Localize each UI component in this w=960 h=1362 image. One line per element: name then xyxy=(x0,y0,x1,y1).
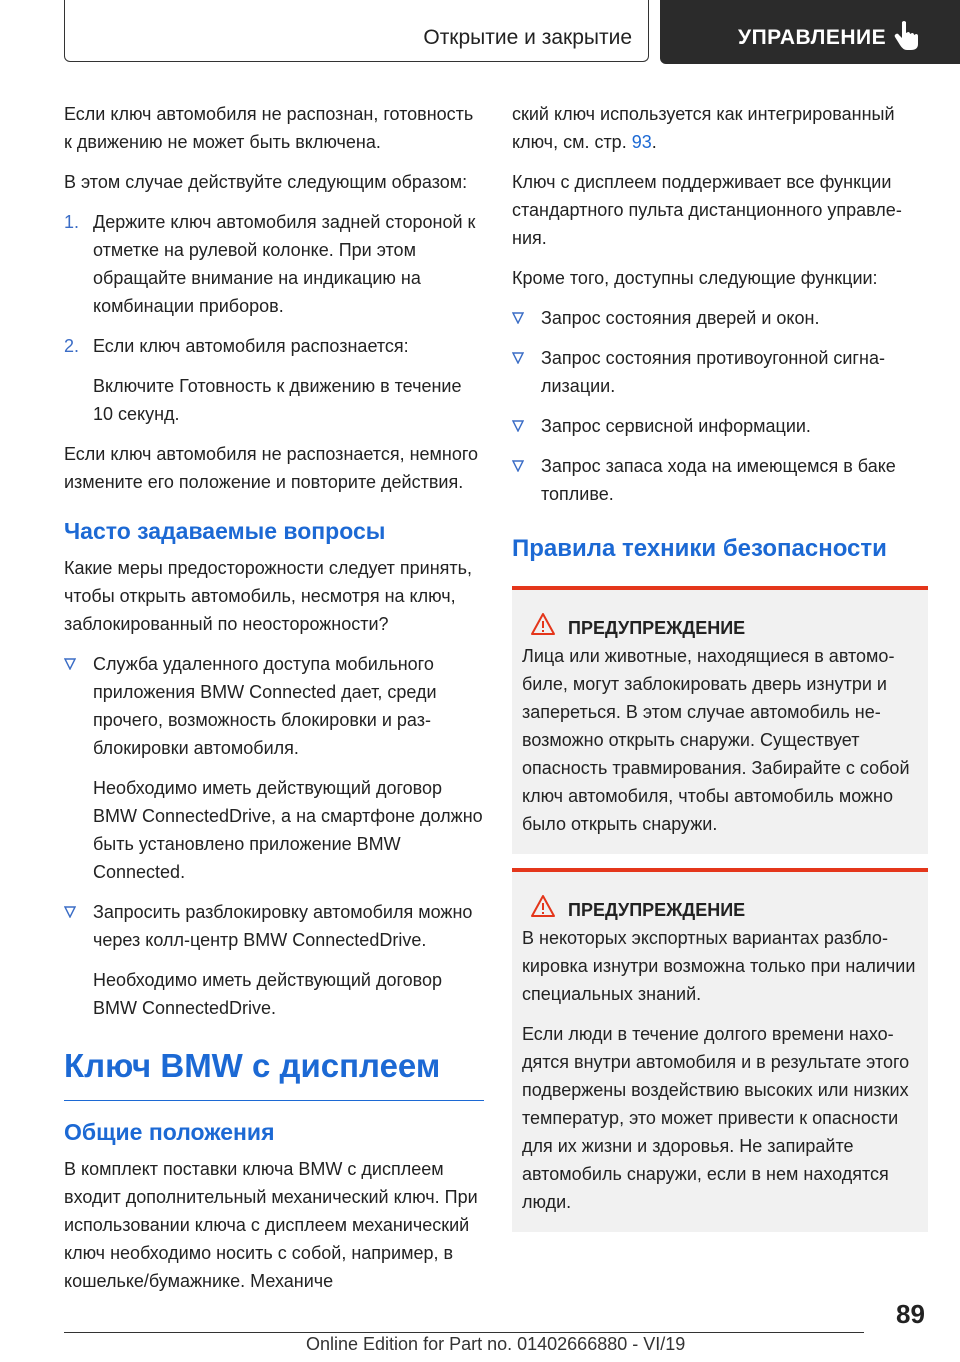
warning-box xyxy=(512,868,928,1232)
list-item xyxy=(512,304,928,332)
page-reference-link[interactable]: 93 xyxy=(631,132,652,152)
warning-header xyxy=(522,610,918,642)
triangle-bullet-icon xyxy=(512,420,524,432)
section-title: Открытие и закрытие xyxy=(423,26,632,49)
faq-heading: Часто задаваемые вопросы xyxy=(64,518,386,544)
paragraph: Ключ с дисплеем поддерживает все функции стандартного пульта дистанционного управления. xyxy=(512,172,902,248)
list-item xyxy=(64,650,484,762)
list-item-text: Запрос запаса хода на имеющемся в баке топливе. xyxy=(541,456,896,504)
warning-text: Лица или животные, находящиеся в автомобиле, могут заблокировать дверь изнутри и запереться. В этом случае автомобиль невозможно открыть снаружи. Существует опасность травмирования. Забирайте с собой ключ автомобиля, чтобы автомобиль можно было открыть снаружи. xyxy=(522,646,910,834)
warning-text: В некоторых экспортных вариантах разблокировка изнутри возможна только при наличии специальных знаний. xyxy=(522,928,916,1004)
paragraph: В этом случае действуйте следующим образом: xyxy=(64,172,468,192)
chapter-tab xyxy=(660,0,960,64)
step-text: Если ключ автомобиля распознается: xyxy=(93,336,409,356)
paragraph: Если ключ автомобиля не распознан, готовность к движению не может быть включена. xyxy=(64,104,474,152)
safety-heading: Правила техники безопасности xyxy=(512,535,887,562)
warning-triangle-icon xyxy=(530,894,556,918)
paragraph: Если ключ автомобиля не распознается, немного измените его положение и повторите действия. xyxy=(64,444,479,492)
list-item xyxy=(64,898,484,954)
list-item-text: Служба удаленного доступа мобильного приложения BMW Connected дает, среди прочего, возможность блокировки и разблокировки автомобиля. xyxy=(93,654,437,758)
left-column xyxy=(64,100,484,1307)
triangle-bullet-icon xyxy=(64,658,76,670)
hand-pointer-icon xyxy=(894,20,920,50)
list-item xyxy=(512,412,928,440)
triangle-bullet-icon xyxy=(64,906,76,918)
step-number: 2. xyxy=(64,336,80,356)
step-note: Включите Готовность к движению в течение 10 секунд. xyxy=(93,376,462,424)
warning-triangle-icon xyxy=(530,612,556,636)
triangle-bullet-icon xyxy=(512,312,524,324)
list-item xyxy=(512,344,928,400)
triangle-bullet-icon xyxy=(512,460,524,472)
warning-text: Если люди в течение долгого времени находятся внутри автомобиля и в результате этого подвержены воздействию высоких или низких температур, это может привести к опасности для их жизни и здоровья. Не запирайте автомобиль снаружи, если в нем находятся люди. xyxy=(522,1024,910,1212)
section-heading: Ключ BMW с дисплеем xyxy=(64,1046,484,1101)
list-item-text: Запрос состояния противоугонной сигнализации. xyxy=(541,348,885,396)
triangle-bullet-icon xyxy=(512,352,524,364)
warning-title: ПРЕДУПРЕЖДЕНИЕ xyxy=(568,618,746,638)
footer-divider xyxy=(64,1332,864,1333)
list-item-note: Необходимо иметь действующий договор BMW ConnectedDrive, а на смартфоне должно быть установлено приложение BMW Connected. xyxy=(93,778,483,882)
step-item xyxy=(64,332,484,360)
list-item-text: Запрос сервисной информации. xyxy=(541,416,811,436)
paragraph: Кроме того, доступны следующие функции: xyxy=(512,268,878,288)
edition-info: Online Edition for Part no. 01402666880 - VI/19 xyxy=(306,1334,686,1354)
right-column xyxy=(512,100,928,1246)
page-number: 89 xyxy=(896,1299,925,1329)
warning-title: ПРЕДУПРЕЖДЕНИЕ xyxy=(568,900,746,920)
warning-header xyxy=(522,892,918,924)
section-tab xyxy=(64,0,649,62)
paragraph: ский ключ используется как интегрированный ключ, см. стр. 93. xyxy=(512,104,895,152)
list-item-text: Запросить разблокировку автомобиля можно через колл-центр BMW ConnectedDrive. xyxy=(93,902,473,950)
faq-question: Какие меры предосторожности следует принять, чтобы открыть автомобиль, несмотря на ключ, заблокированный по неосторожности? xyxy=(64,558,473,634)
step-text: Держите ключ автомобиля задней стороной к отметке на рулевой колонке. При этом обращайте внимание на индикацию на комбинации приборов. xyxy=(93,212,476,316)
chapter-title: УПРАВЛЕНИЕ xyxy=(738,26,887,49)
step-number: 1. xyxy=(64,212,80,232)
general-heading: Общие положения xyxy=(64,1119,275,1145)
paragraph: В комплект поставки ключа BMW с дисплеем входит дополнительный механический ключ. При использовании ключа с дисплеем механический ключ необходимо носить с собой, например, в кошельке/бумажнике. Механиче xyxy=(64,1159,478,1291)
list-item xyxy=(512,452,928,508)
warning-box xyxy=(512,586,928,854)
list-item-note: Необходимо иметь действующий договор BMW ConnectedDrive. xyxy=(93,970,443,1018)
list-item-text: Запрос состояния дверей и окон. xyxy=(541,308,820,328)
step-item xyxy=(64,208,484,320)
